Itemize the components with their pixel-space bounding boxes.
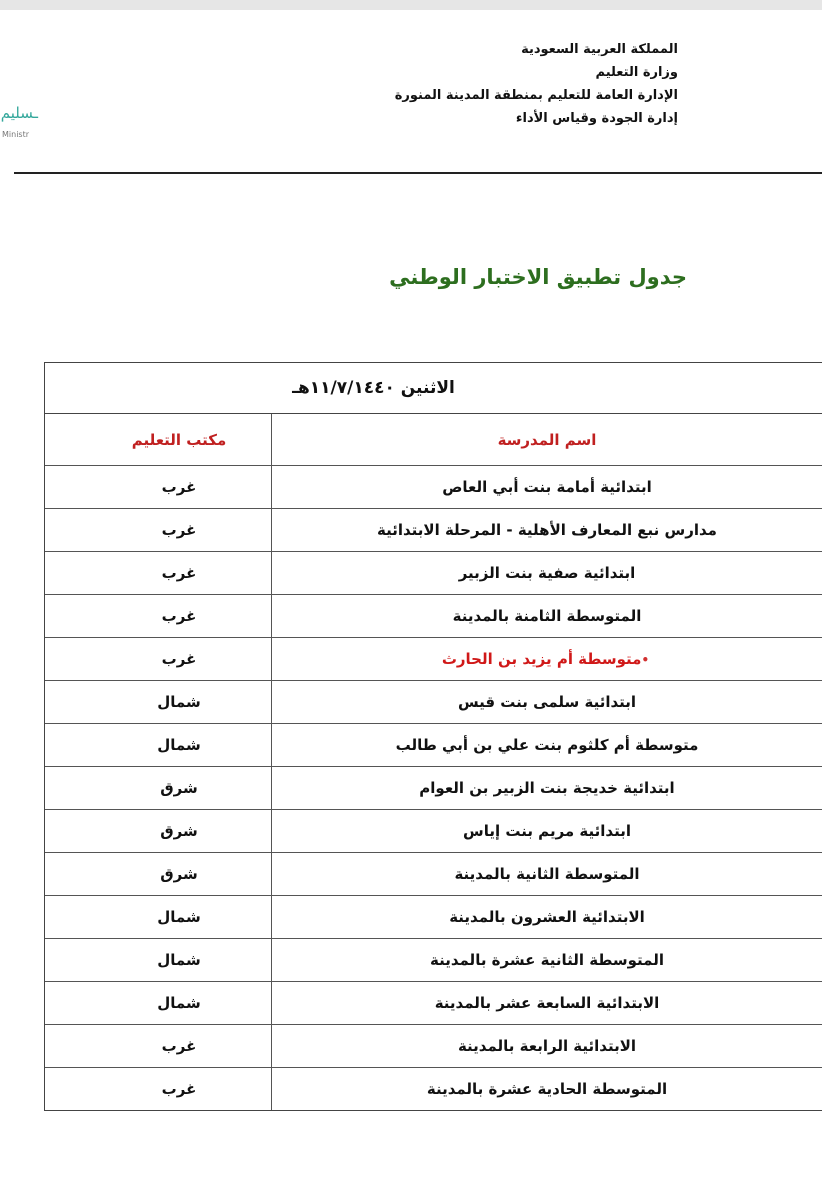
table-row [45,681,822,724]
header-line-ministry: وزارة التعليم [595,65,678,80]
header-line-kingdom: المملكة العربية السعودية [521,42,678,57]
logo-arabic-text: ـسليم [0,104,38,122]
letterhead [258,38,678,130]
school-name-cell [272,466,822,509]
table-row [45,939,822,982]
education-office-cell: شمال [45,681,272,724]
table-row [45,509,822,552]
ministry-logo [0,90,40,145]
education-office-cell: شمال [45,939,272,982]
header-line-directorate: الإدارة العامة للتعليم بمنطقة المدينة المنورة [394,88,678,103]
school-name: ابتدائية خديجة بنت الزبير بن العوام [419,779,675,797]
school-name-cell [272,810,822,853]
table-row [45,638,822,681]
header-line-department: إدارة الجودة وقياس الأداء [515,111,678,126]
education-office-cell: غرب [45,466,272,509]
school-name: ابتدائية مريم بنت إياس [463,822,631,840]
education-office-cell: غرب [45,1025,272,1068]
table-row [45,466,822,509]
school-name: متوسطة أم يزيد بن الحارث [441,650,642,668]
education-office-cell: شرق [45,767,272,810]
table-row [45,810,822,853]
education-office-cell: شرق [45,853,272,896]
table-row [45,896,822,939]
education-office-cell: شمال [45,982,272,1025]
table-row [45,724,822,767]
education-office-cell: غرب [45,509,272,552]
school-name-cell [272,896,822,939]
top-edge-bar [0,0,822,10]
school-name: المتوسطة الثانية عشرة بالمدينة [429,951,665,969]
table-row [45,552,822,595]
schedule-table-body [45,466,822,1111]
school-name-cell [272,982,822,1025]
school-name: ابتدائية صفية بنت الزبير [458,564,636,582]
education-office-cell: غرب [161,1080,197,1098]
school-name-cell [272,1025,822,1068]
schedule-table-frame [44,362,822,1111]
school-name-cell [272,552,822,595]
education-office-cell: غرب [45,595,272,638]
table-row [45,853,822,896]
table-row [45,1068,822,1111]
school-name-cell [272,681,822,724]
table-row [45,767,822,810]
column-header-school: اسم المدرسة [272,414,822,466]
header-divider [14,172,822,174]
table-row [45,982,822,1025]
school-name: المتوسطة الثامنة بالمدينة [452,607,642,625]
school-name: متوسطة أم كلثوم بنت علي بن أبي طالب [395,736,699,754]
school-name: ابتدائية أمامة بنت أبي العاص [442,478,652,496]
table-row [45,595,822,638]
highlight-bullet-icon: • [641,653,650,667]
school-name: الابتدائية السابعة عشر بالمدينة [434,994,660,1012]
school-name-cell [272,939,822,982]
school-name: المتوسطة الثانية بالمدينة [454,865,640,883]
page-title: جدول تطبيق الاختبار الوطني [389,265,687,289]
school-name-cell [272,724,822,767]
school-name-cell [272,853,822,896]
school-name-cell [272,1068,822,1111]
education-office-cell: غرب [45,552,272,595]
table-row [45,1025,822,1068]
education-office-cell: شرق [45,810,272,853]
logo-english-text: Ministr [2,130,30,139]
school-name: المتوسطة الحادية عشرة بالمدينة [426,1080,668,1098]
school-name-cell [272,767,822,810]
date-banner: الاثنين ١١/٧/١٤٤٠هـ [45,363,822,414]
school-name-cell [272,509,822,552]
column-header-office: مكتب التعليم [45,414,272,466]
education-office-cell: غرب [45,638,272,681]
education-office-cell: شمال [45,896,272,939]
school-name-cell [272,638,822,681]
school-name-cell [272,595,822,638]
school-name: ابتدائية سلمى بنت قيس [457,693,637,711]
table-header-row [45,414,822,466]
education-office-cell: شمال [45,724,272,767]
school-name: مدارس نبع المعارف الأهلية - المرحلة الابتدائية [377,521,717,539]
schedule-table [45,414,822,1110]
school-name: الابتدائية الرابعة بالمدينة [457,1037,637,1055]
school-name: الابتدائية العشرون بالمدينة [449,908,645,926]
